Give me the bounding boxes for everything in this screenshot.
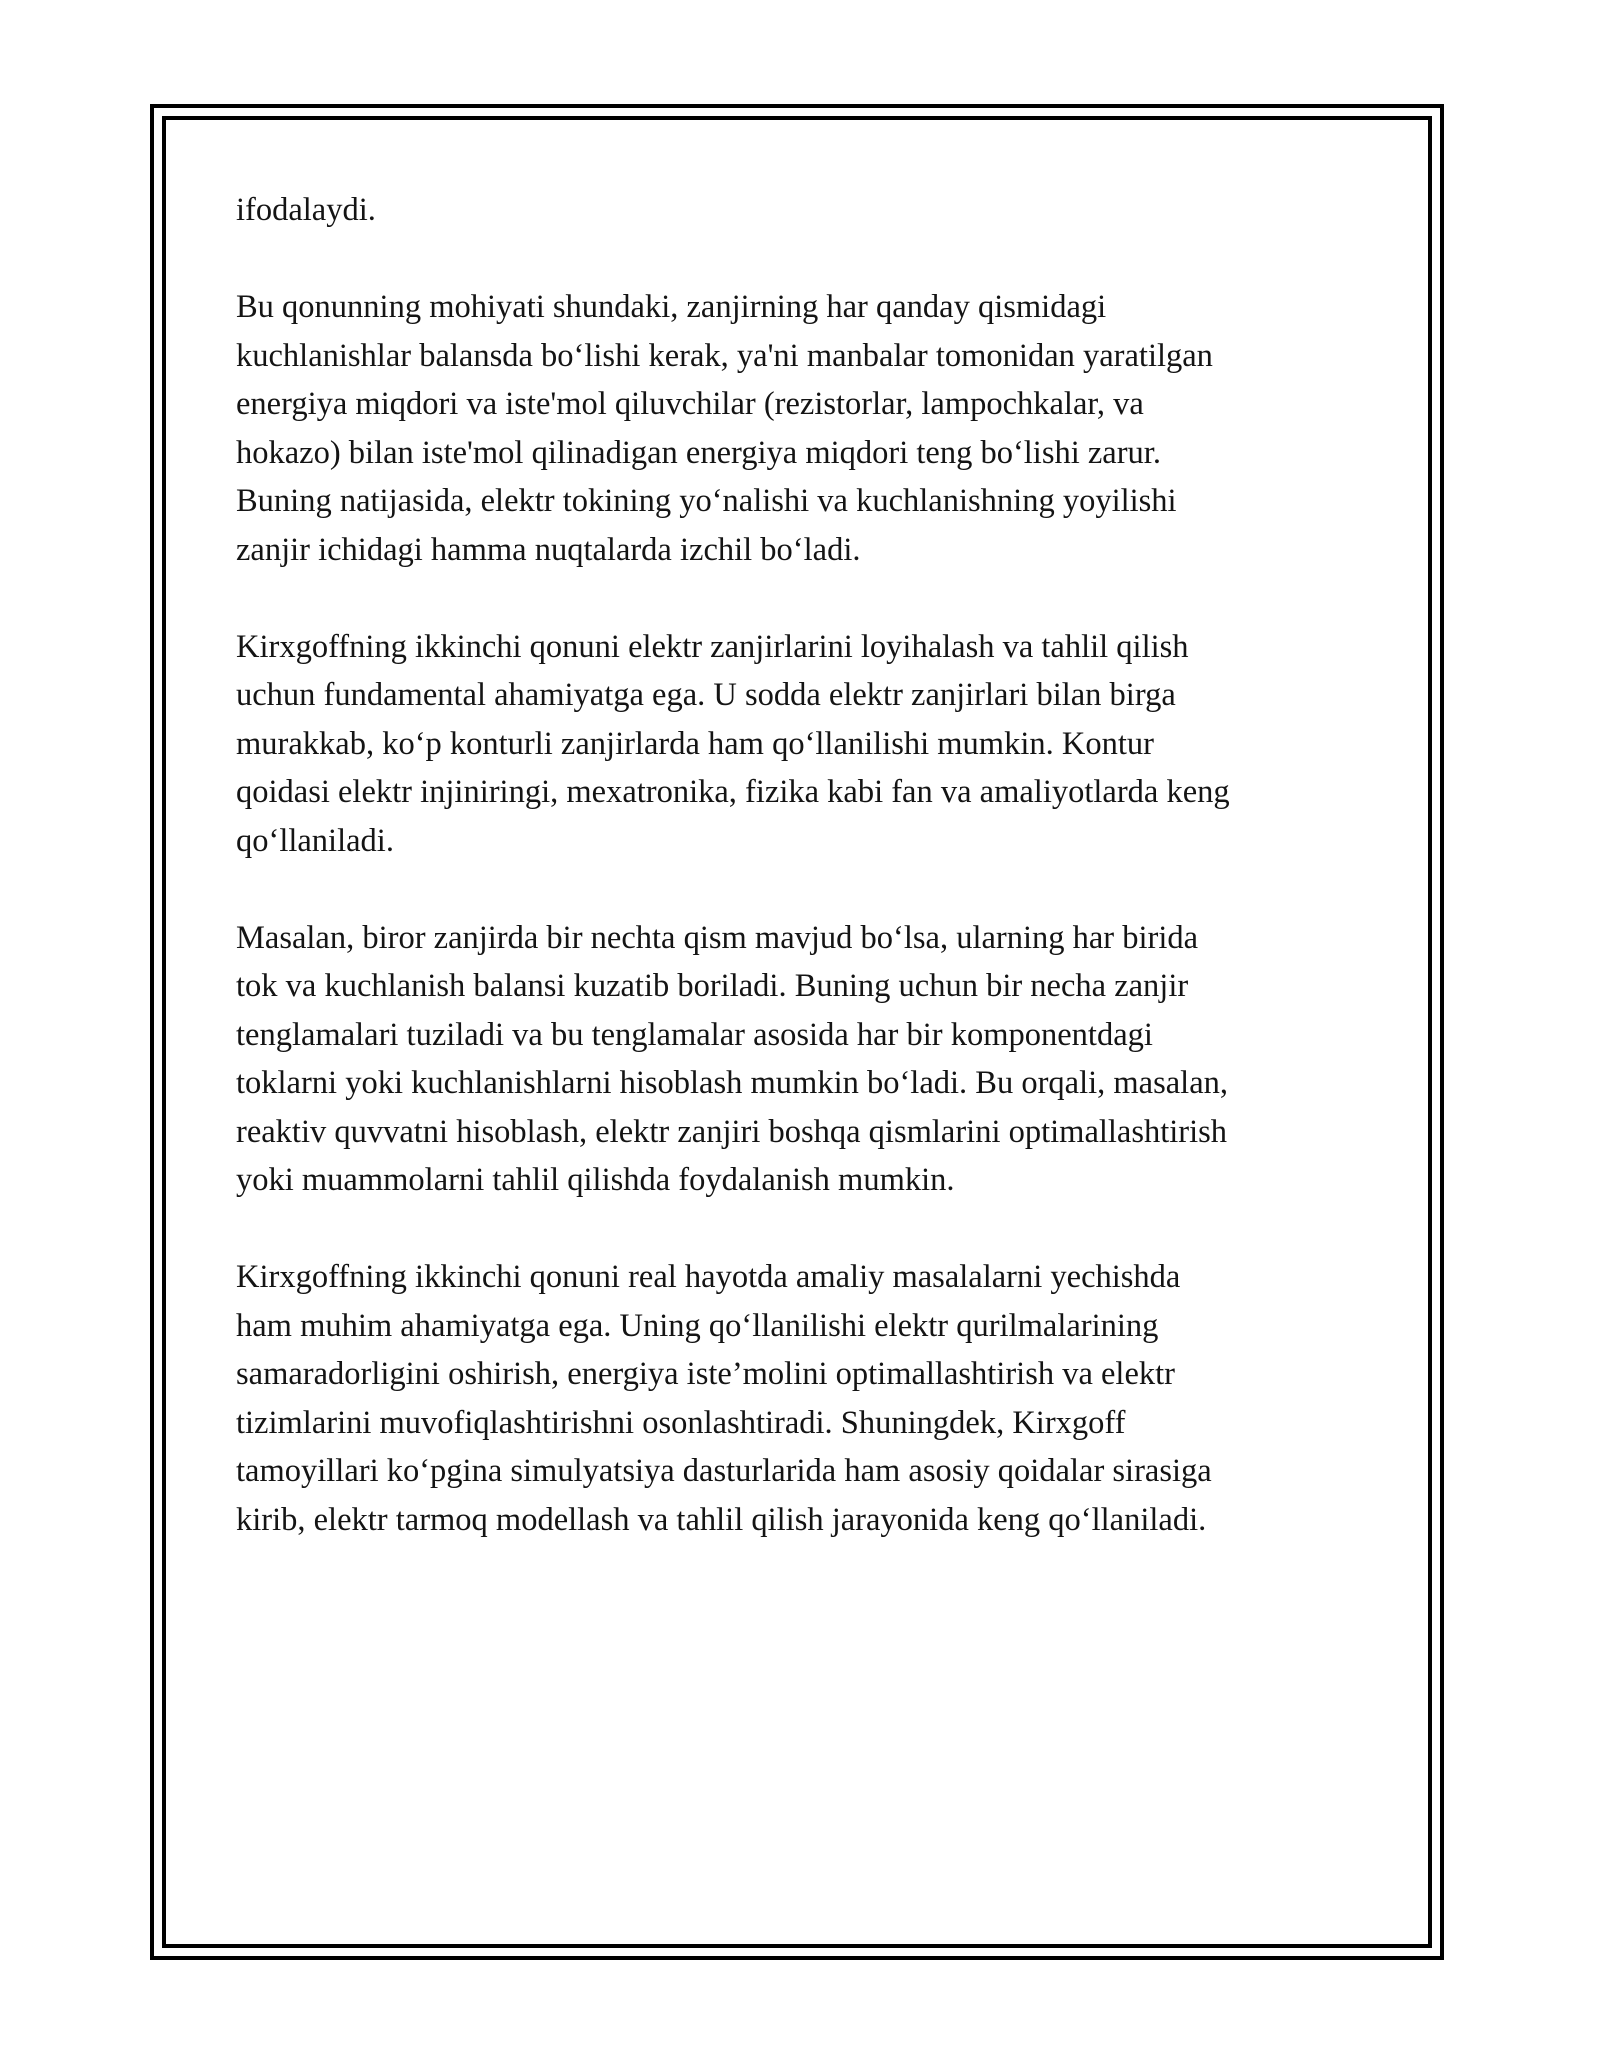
paragraph-fundamental-importance: Kirxgoffning ikkinchi qonuni elektr zanjirlarini loyihalash va tahlil qilish uchun fundamental ahamiyatga ega. U sodda elektr zanjirlari bilan birga murakkab, ko‘p konturli zanjirlarda ham qo‘llanilishi mumkin. Kontur qoidasi elektr injiniringi, mexatronika, fizika kabi fan va amaliyotlarda keng qo‘llaniladi. (236, 628, 1230, 859)
paragraph-continuation: ifodalaydi. (236, 192, 376, 228)
paragraph-law-essence: Bu qonunning mohiyati shundaki, zanjirning har qanday qismidagi kuchlanishlar balansda bo‘lishi kerak, ya'ni manbalar tomonidan yaratilgan energiya miqdori va iste'mol qiluvchilar (rezistorlar, lampochkalar, va hokazo) bilan iste'mol qilinadigan energiya miqdori teng bo‘lishi zarur. Buning natijasida, elektr tokining yo‘nalishi va kuchlanishning yoyilishi zanjir ichidagi hamma nuqtalarda izchil bo‘ladi. (236, 289, 1213, 568)
paragraph-practical-application: Kirxgoffning ikkinchi qonuni real hayotda amaliy masalalarni yechishda ham muhim ahamiyatga ega. Uning qo‘llanilishi elektr qurilmalarining samaradorligini oshirish, energiya iste’molini optimallashtirish va elektr tizimlarini muvofiqlashtirishni osonlashtiradi. Shuningdek, Kirxgoff tamoyillari ko‘pgina simulyatsiya dasturlarida ham asosiy qoidalar sirasiga kirib, elektr tarmoq modellash va tahlil qilish jarayonida keng qo‘llaniladi. (236, 1259, 1212, 1538)
paragraph-example: Masalan, biror zanjirda bir nechta qism mavjud bo‘lsa, ularning har birida tok va kuchlanish balansi kuzatib boriladi. Buning uchun bir necha zanjir tenglamalari tuziladi va bu tenglamalar asosida har bir komponentdagi toklarni yoki kuchlanishlarni hisoblash mumkin bo‘ladi. Bu orqali, masalan, reaktiv quvvatni hisoblash, elektr zanjiri boshqa qismlarini optimallashtirish yoki muammolarni tahlil qilishda foydalanish mumkin. (236, 919, 1228, 1198)
page-body (236, 186, 1366, 1593)
